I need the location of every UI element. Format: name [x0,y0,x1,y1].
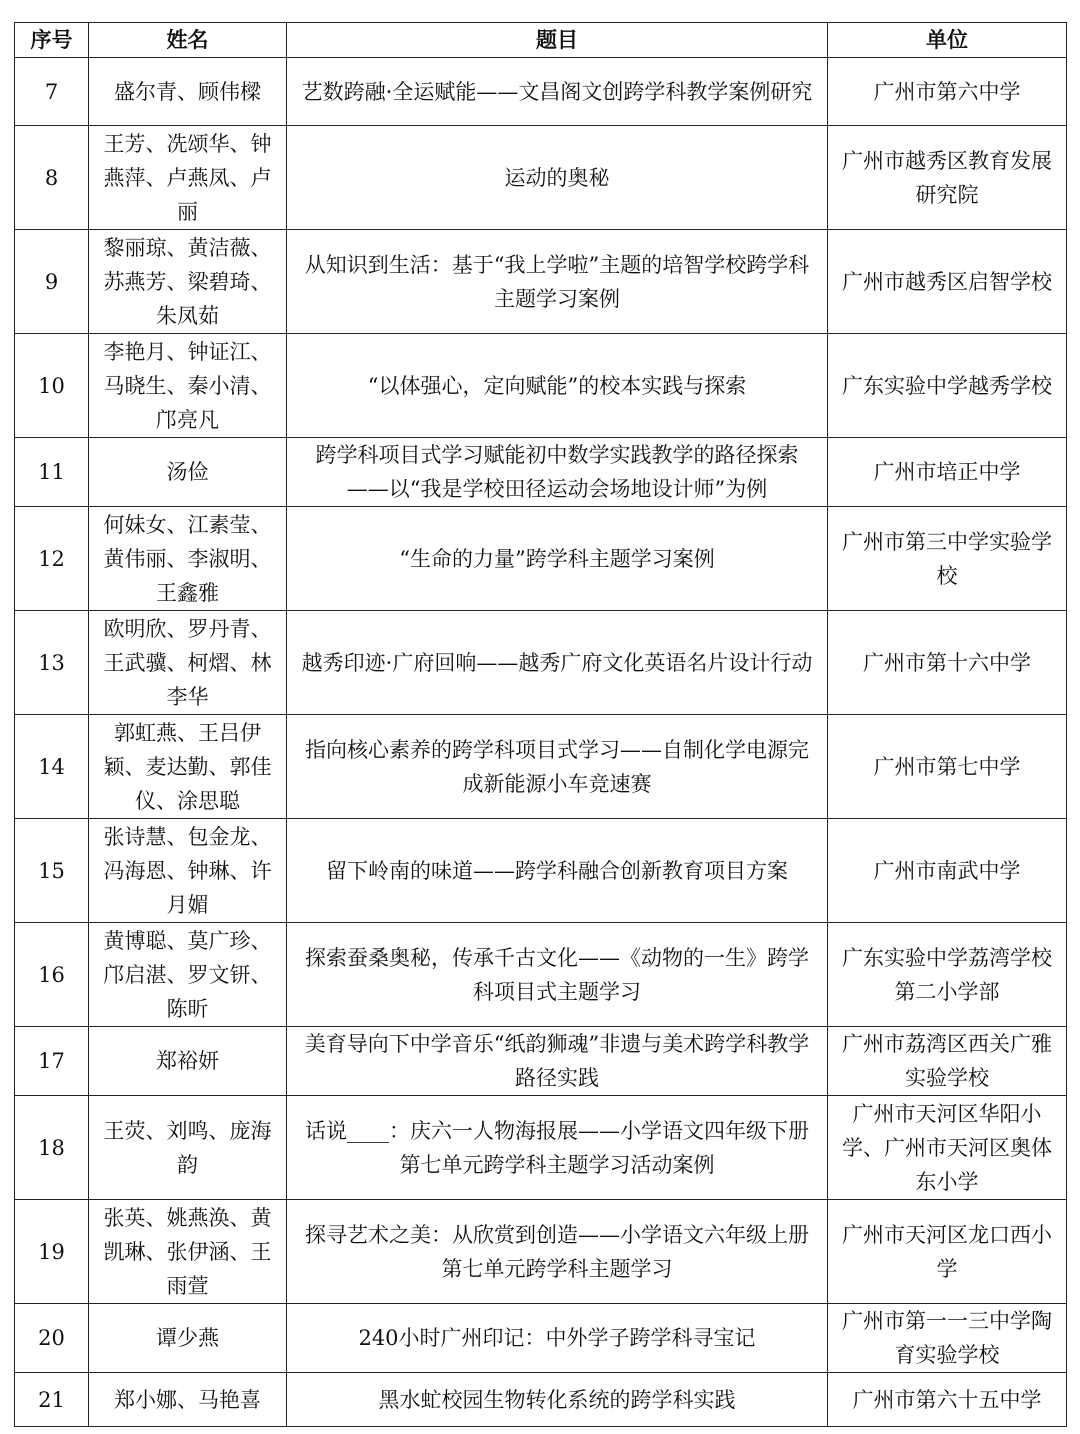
table-row [15,334,1067,438]
table-row [15,438,1067,507]
cell-no: 19 [15,1200,89,1304]
cell-unit: 广州市第一一三中学陶育实验学校 [828,1304,1067,1373]
cell-name: 汤俭 [89,438,287,507]
cell-title: 留下岭南的味道——跨学科融合创新教育项目方案 [287,819,828,923]
cell-name: 欧明欣、罗丹青、王武骥、柯熠、林李华 [89,611,287,715]
table-row [15,819,1067,923]
table-row [15,58,1067,126]
cell-unit: 广东实验中学荔湾学校第二小学部 [828,923,1067,1027]
cell-title: 探索蚕桑奥秘，传承千古文化——《动物的一生》跨学科项目式主题学习 [287,923,828,1027]
cell-unit: 广州市第六中学 [828,58,1067,126]
cell-title: 美育导向下中学音乐“纸韵狮魂”非遗与美术跨学科教学路径实践 [287,1027,828,1096]
cell-no: 16 [15,923,89,1027]
cell-name: 张诗慧、包金龙、冯海恩、钟琳、许月媚 [89,819,287,923]
cell-name: 盛尔青、顾伟樑 [89,58,287,126]
table-row [15,1200,1067,1304]
cell-unit: 广州市越秀区启智学校 [828,230,1067,334]
cell-no: 8 [15,126,89,230]
cell-unit: 广州市第七中学 [828,715,1067,819]
cell-title: 艺数跨融·全运赋能——文昌阁文创跨学科教学案例研究 [287,58,828,126]
cell-name: 李艳月、钟证江、马晓生、秦小清、邝亮凡 [89,334,287,438]
table-row [15,1373,1067,1427]
table-row [15,715,1067,819]
header-no: 序号 [15,23,89,58]
cell-title: “以体强心，定向赋能”的校本实践与探索 [287,334,828,438]
cell-name: 王荧、刘鸣、庞海韵 [89,1096,287,1200]
cell-name: 王芳、冼颂华、钟燕萍、卢燕凤、卢丽 [89,126,287,230]
cell-no: 21 [15,1373,89,1427]
cell-title: “生命的力量”跨学科主题学习案例 [287,507,828,611]
cell-title: 黑水虻校园生物转化系统的跨学科实践 [287,1373,828,1427]
cell-title: 探寻艺术之美：从欣赏到创造——小学语文六年级上册第七单元跨学科主题学习 [287,1200,828,1304]
cell-no: 14 [15,715,89,819]
table-row [15,230,1067,334]
header-name: 姓名 [89,23,287,58]
cell-name: 郑小娜、马艳喜 [89,1373,287,1427]
cell-unit: 广州市培正中学 [828,438,1067,507]
cell-name: 何妹女、江素莹、黄伟丽、李淑明、王鑫雅 [89,507,287,611]
cell-no: 9 [15,230,89,334]
cell-unit: 广州市南武中学 [828,819,1067,923]
cell-name: 张英、姚燕涣、黄凯琳、张伊涵、王雨萱 [89,1200,287,1304]
table-row [15,1096,1067,1200]
cell-no: 15 [15,819,89,923]
cell-no: 18 [15,1096,89,1200]
cell-name: 黄博聪、莫广珍、邝启湛、罗文钘、陈昕 [89,923,287,1027]
cell-no: 20 [15,1304,89,1373]
cell-unit: 广州市第三中学实验学校 [828,507,1067,611]
cell-no: 7 [15,58,89,126]
cell-title: 话说____：庆六一人物海报展——小学语文四年级下册第七单元跨学科主题学习活动案例 [287,1096,828,1200]
cell-no: 17 [15,1027,89,1096]
cell-unit: 广州市越秀区教育发展研究院 [828,126,1067,230]
cell-no: 12 [15,507,89,611]
cell-unit: 广州市第十六中学 [828,611,1067,715]
cell-name: 郑裕妍 [89,1027,287,1096]
cell-unit: 广州市荔湾区西关广雅实验学校 [828,1027,1067,1096]
cell-name: 黎丽琼、黄洁薇、苏燕芳、梁碧琦、朱凤茹 [89,230,287,334]
cell-title: 跨学科项目式学习赋能初中数学实践教学的路径探索——以“我是学校田径运动会场地设计师”为例 [287,438,828,507]
table-row [15,1027,1067,1096]
cell-unit: 广州市第六十五中学 [828,1373,1067,1427]
cell-title: 越秀印迹·广府回响——越秀广府文化英语名片设计行动 [287,611,828,715]
table-row [15,923,1067,1027]
cell-unit: 广州市天河区龙口西小学 [828,1200,1067,1304]
cell-title: 运动的奥秘 [287,126,828,230]
table-row [15,611,1067,715]
cell-no: 13 [15,611,89,715]
cell-title: 240小时广州印记：中外学子跨学科寻宝记 [287,1304,828,1373]
header-title: 题目 [287,23,828,58]
cell-name: 郭虹燕、王吕伊颖、麦达勤、郭佳仪、涂思聪 [89,715,287,819]
awards-table [14,22,1067,1427]
cell-title: 从知识到生活：基于“我上学啦”主题的培智学校跨学科主题学习案例 [287,230,828,334]
table-row [15,126,1067,230]
table-row [15,507,1067,611]
table-row [15,1304,1067,1373]
cell-unit: 广州市天河区华阳小学、广州市天河区奥体东小学 [828,1096,1067,1200]
cell-unit: 广东实验中学越秀学校 [828,334,1067,438]
cell-title: 指向核心素养的跨学科项目式学习——自制化学电源完成新能源小车竞速赛 [287,715,828,819]
cell-no: 10 [15,334,89,438]
cell-no: 11 [15,438,89,507]
cell-name: 谭少燕 [89,1304,287,1373]
header-row [15,23,1067,58]
header-unit: 单位 [828,23,1067,58]
